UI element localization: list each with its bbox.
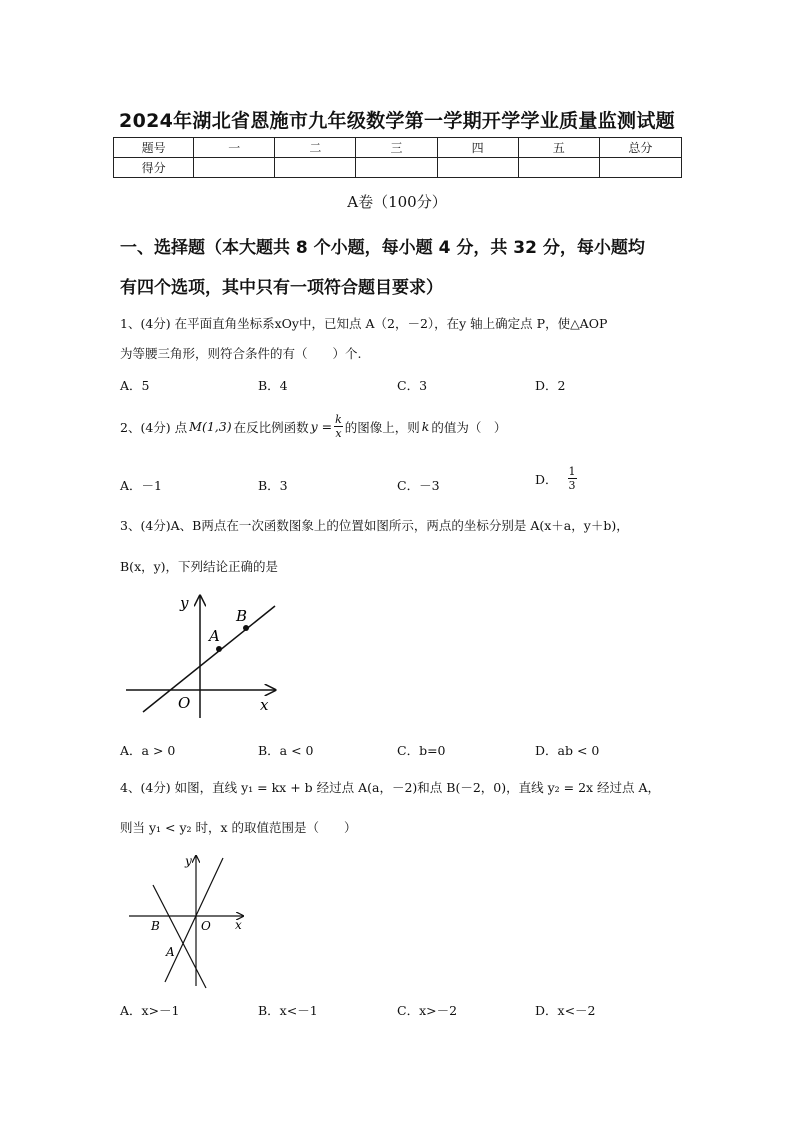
line-y1	[153, 885, 206, 988]
q3-option-b[interactable]: B．a < 0	[258, 743, 314, 758]
header-cell: 三	[356, 138, 437, 158]
part1-heading-line1: 一、选择题（本大题共 8 个小题，每小题 4 分，共 32 分，每小题均	[120, 238, 645, 258]
q3-graph	[118, 590, 288, 722]
q1-option-a[interactable]: A．5	[120, 378, 150, 393]
point-b-label: B	[151, 919, 160, 933]
page-title: 2024年湖北省恩施市九年级数学第一学期开学学业质量监测试题	[119, 110, 675, 132]
q2-prefix: 2、(4分) 点	[120, 419, 188, 435]
q2-option-a[interactable]: A．－1	[120, 478, 162, 493]
q3-stem-line2: B(x，y)，下列结论正确的是	[120, 559, 279, 574]
score-table-header-row	[114, 138, 682, 158]
q2-option-d[interactable]	[535, 466, 577, 491]
score-input-cell[interactable]	[437, 158, 518, 178]
q3-option-c[interactable]: C．b=0	[397, 743, 446, 758]
q2-option-d-fraction	[568, 466, 577, 491]
score-input-cell[interactable]	[599, 158, 681, 178]
function-line	[143, 606, 275, 712]
section-heading: A卷（100分）	[347, 193, 447, 211]
q2-d-num: 1	[568, 465, 576, 478]
q2-stem	[120, 414, 506, 439]
q2-option-c[interactable]: C．－3	[397, 478, 440, 493]
q2-frac-num: k	[335, 413, 342, 426]
score-table-score-row	[114, 158, 682, 178]
point-b	[243, 625, 249, 631]
q4-graph	[125, 850, 255, 990]
q1-option-c[interactable]: C．3	[397, 378, 428, 393]
score-input-cell[interactable]	[194, 158, 275, 178]
q2-option-b[interactable]: B．3	[258, 478, 288, 493]
q2-middle: 在反比例函数	[233, 419, 309, 435]
origin-label: O	[201, 919, 211, 933]
q3-stem-line1: 3、(4分)A、B两点在一次函数图象上的位置如图所示，两点的坐标分别是 A(x＋a，y＋b)，	[120, 518, 629, 533]
q2-frac-den: x	[335, 427, 342, 440]
point-a	[216, 646, 222, 652]
x-axis-label: x	[235, 918, 242, 932]
q2-option-d-label: D．	[535, 471, 558, 487]
q4-option-b[interactable]: B．x<－1	[258, 1003, 318, 1018]
q1-stem-line2: 为等腰三角形，则符合条件的有（ ）个.	[120, 346, 362, 361]
q2-k: k	[421, 419, 430, 434]
x-axis-label: x	[260, 696, 269, 714]
part1-heading-line2: 有四个选项，其中只有一项符合题目要求）	[120, 278, 443, 298]
q4-stem-line1: 4、(4分) 如图，直线 y₁ = kx + b 经过点 A(a，－2)和点 B(－2，0)，直线 y₂ = 2x 经过点 A，	[120, 780, 661, 795]
point-a-label: A	[166, 945, 175, 959]
y-axis-label: y	[180, 594, 189, 612]
q4-option-c[interactable]: C．x>－2	[397, 1003, 458, 1018]
q2-fraction	[334, 414, 343, 439]
q4-option-d[interactable]: D．x<－2	[535, 1003, 596, 1018]
score-label-cell: 得分	[114, 158, 194, 178]
header-cell: 四	[437, 138, 518, 158]
header-cell: 五	[518, 138, 599, 158]
score-input-cell[interactable]	[275, 158, 356, 178]
header-cell: 题号	[114, 138, 194, 158]
origin-label: O	[178, 694, 191, 712]
q4-option-a[interactable]: A．x>－1	[120, 1003, 180, 1018]
header-cell: 二	[275, 138, 356, 158]
point-b-label: B	[236, 607, 248, 625]
y-axis-label: y	[185, 854, 192, 868]
q1-stem-line1: 1、(4分) 在平面直角坐标系xOy中，已知点 A（2，－2），在y 轴上确定点 P，使△AOP	[120, 316, 608, 331]
q2-suffix: 的图像上，则	[344, 419, 420, 435]
q3-option-a[interactable]: A．a > 0	[120, 743, 176, 758]
q2-point: M(1,3)	[189, 419, 232, 434]
score-table	[113, 137, 682, 178]
q2-d-den: 3	[568, 479, 576, 492]
q2-func-lhs: y =	[310, 419, 333, 434]
q3-option-d[interactable]: D．ab < 0	[535, 743, 600, 758]
point-a-label: A	[209, 627, 220, 645]
q1-option-d[interactable]: D．2	[535, 378, 566, 393]
q1-option-b[interactable]: B．4	[258, 378, 288, 393]
header-cell: 总分	[599, 138, 681, 158]
score-input-cell[interactable]	[518, 158, 599, 178]
header-cell: 一	[194, 138, 275, 158]
q2-end: 的值为（ ）	[431, 419, 507, 435]
q4-stem-line2: 则当 y₁ < y₂ 时，x 的取值范围是（ ）	[120, 820, 357, 835]
score-input-cell[interactable]	[356, 158, 437, 178]
